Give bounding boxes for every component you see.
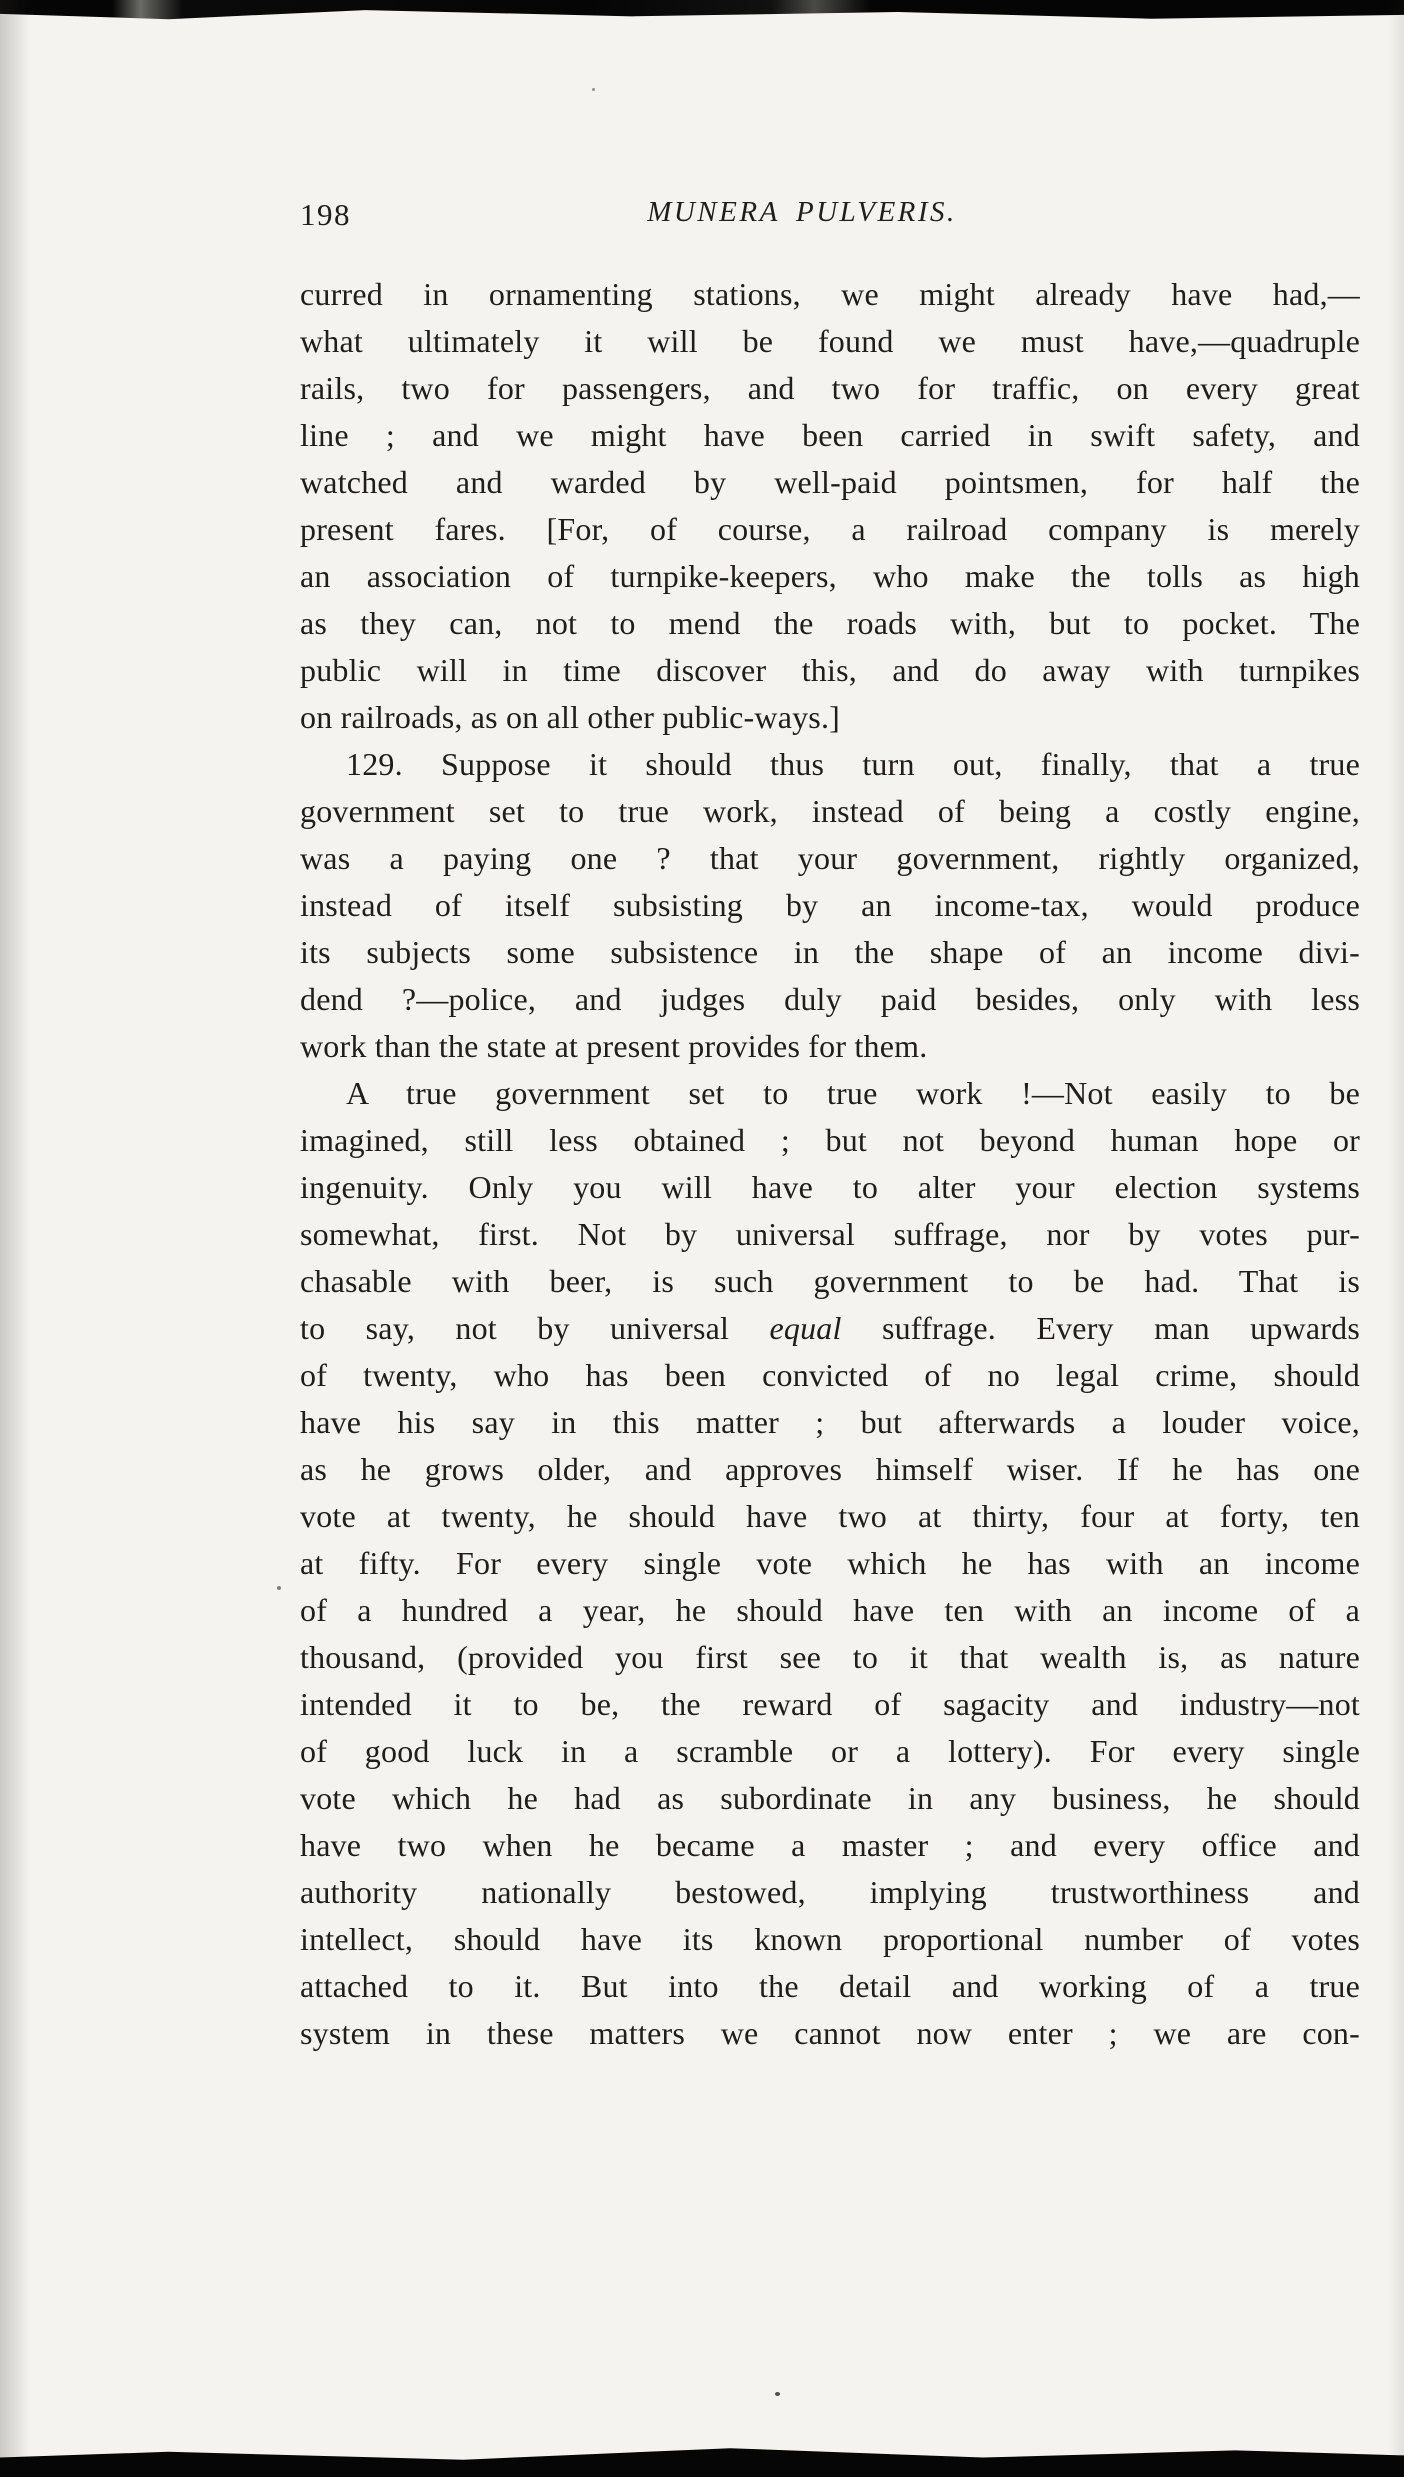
text-line: vote at twenty, he should have two at thirty, four at forty, ten <box>300 1498 1360 1534</box>
page-number: 198 <box>300 197 351 232</box>
page-header <box>300 196 1304 236</box>
scan-edge-shadow-left <box>0 0 30 2477</box>
text-line: authority nationally bestowed, implying trustworthiness and <box>300 1874 1360 1910</box>
text-line: watched and warded by well-paid pointsmen, for half the <box>300 464 1360 500</box>
text-line: A true government set to true work !—Not easily to be <box>346 1075 1360 1111</box>
text-line: thousand, (provided you first see to it that wealth is, as nature <box>300 1639 1360 1675</box>
text-line: government set to true work, instead of being a costly engine, <box>300 793 1360 829</box>
text-line: have his say in this matter ; but afterwards a louder voice, <box>300 1404 1360 1440</box>
running-head: MUNERA PULVERIS. <box>647 196 957 228</box>
text-line: intended it to be, the reward of sagacity and industry—not <box>300 1686 1360 1722</box>
text-line: imagined, still less obtained ; but not beyond human hope or <box>300 1122 1360 1158</box>
text-line: chasable with beer, is such government to be had. That is <box>300 1263 1360 1299</box>
text-line: its subjects some subsistence in the shape of an income divi- <box>300 934 1360 970</box>
text-line: on railroads, as on all other public-ways.] <box>300 699 841 735</box>
text-line: what ultimately it will be found we must have,—quadruple <box>300 323 1360 359</box>
text-line: intellect, should have its known proportional number of votes <box>300 1921 1360 1957</box>
text-line: work than the state at present provides for them. <box>300 1028 928 1064</box>
text-line: rails, two for passengers, and two for traffic, on every great <box>300 370 1360 406</box>
dust-speck <box>775 2392 780 2396</box>
text-line: was a paying one ? that your government, rightly organized, <box>300 840 1360 876</box>
text-line: ingenuity. Only you will have to alter your election systems <box>300 1169 1360 1205</box>
text-line: of good luck in a scramble or a lottery). For every single <box>300 1733 1360 1769</box>
text-line: attached to it. But into the detail and working of a true <box>300 1968 1360 2004</box>
text-line: dend ?—police, and judges duly paid besides, only with less <box>300 981 1360 1017</box>
scan-artifact-top <box>0 0 1404 24</box>
text-line: as he grows older, and approves himself wiser. If he has one <box>300 1451 1360 1487</box>
text-line: of a hundred a year, he should have ten with an income of a <box>300 1592 1360 1628</box>
scan-edge-shadow-right <box>1388 0 1404 2477</box>
text-line: present fares. [For, of course, a railroad company is merely <box>300 511 1360 547</box>
text-line: curred in ornamenting stations, we might already have had,— <box>300 276 1360 312</box>
text-line: vote which he had as subordinate in any business, he should <box>300 1780 1360 1816</box>
text-line: 129. Suppose it should thus turn out, finally, that a true <box>346 746 1360 782</box>
text-line: at fifty. For every single vote which he has with an income <box>300 1545 1360 1581</box>
page-text <box>300 271 1360 2057</box>
text-line: to say, not by universal equal suffrage. Every man upwards <box>300 1310 1361 1346</box>
text-line: somewhat, first. Not by universal suffrage, nor by votes pur- <box>300 1216 1360 1252</box>
text-line: public will in time discover this, and do away with turnpikes <box>300 652 1360 688</box>
text-line: of twenty, who has been convicted of no legal crime, should <box>300 1357 1360 1393</box>
text-line: an association of turnpike-keepers, who make the tolls as high <box>300 558 1360 594</box>
scan-artifact-bottom <box>0 2441 1404 2477</box>
text-line: have two when he became a master ; and every office and <box>300 1827 1360 1863</box>
dust-speck <box>592 88 595 91</box>
text-line: as they can, not to mend the roads with, but to pocket. The <box>300 605 1360 641</box>
text-line: system in these matters we cannot now enter ; we are con- <box>300 2015 1360 2051</box>
dust-speck <box>277 1586 281 1590</box>
text-line: line ; and we might have been carried in swift safety, and <box>300 417 1360 453</box>
text-line: instead of itself subsisting by an income-tax, would produce <box>300 887 1360 923</box>
